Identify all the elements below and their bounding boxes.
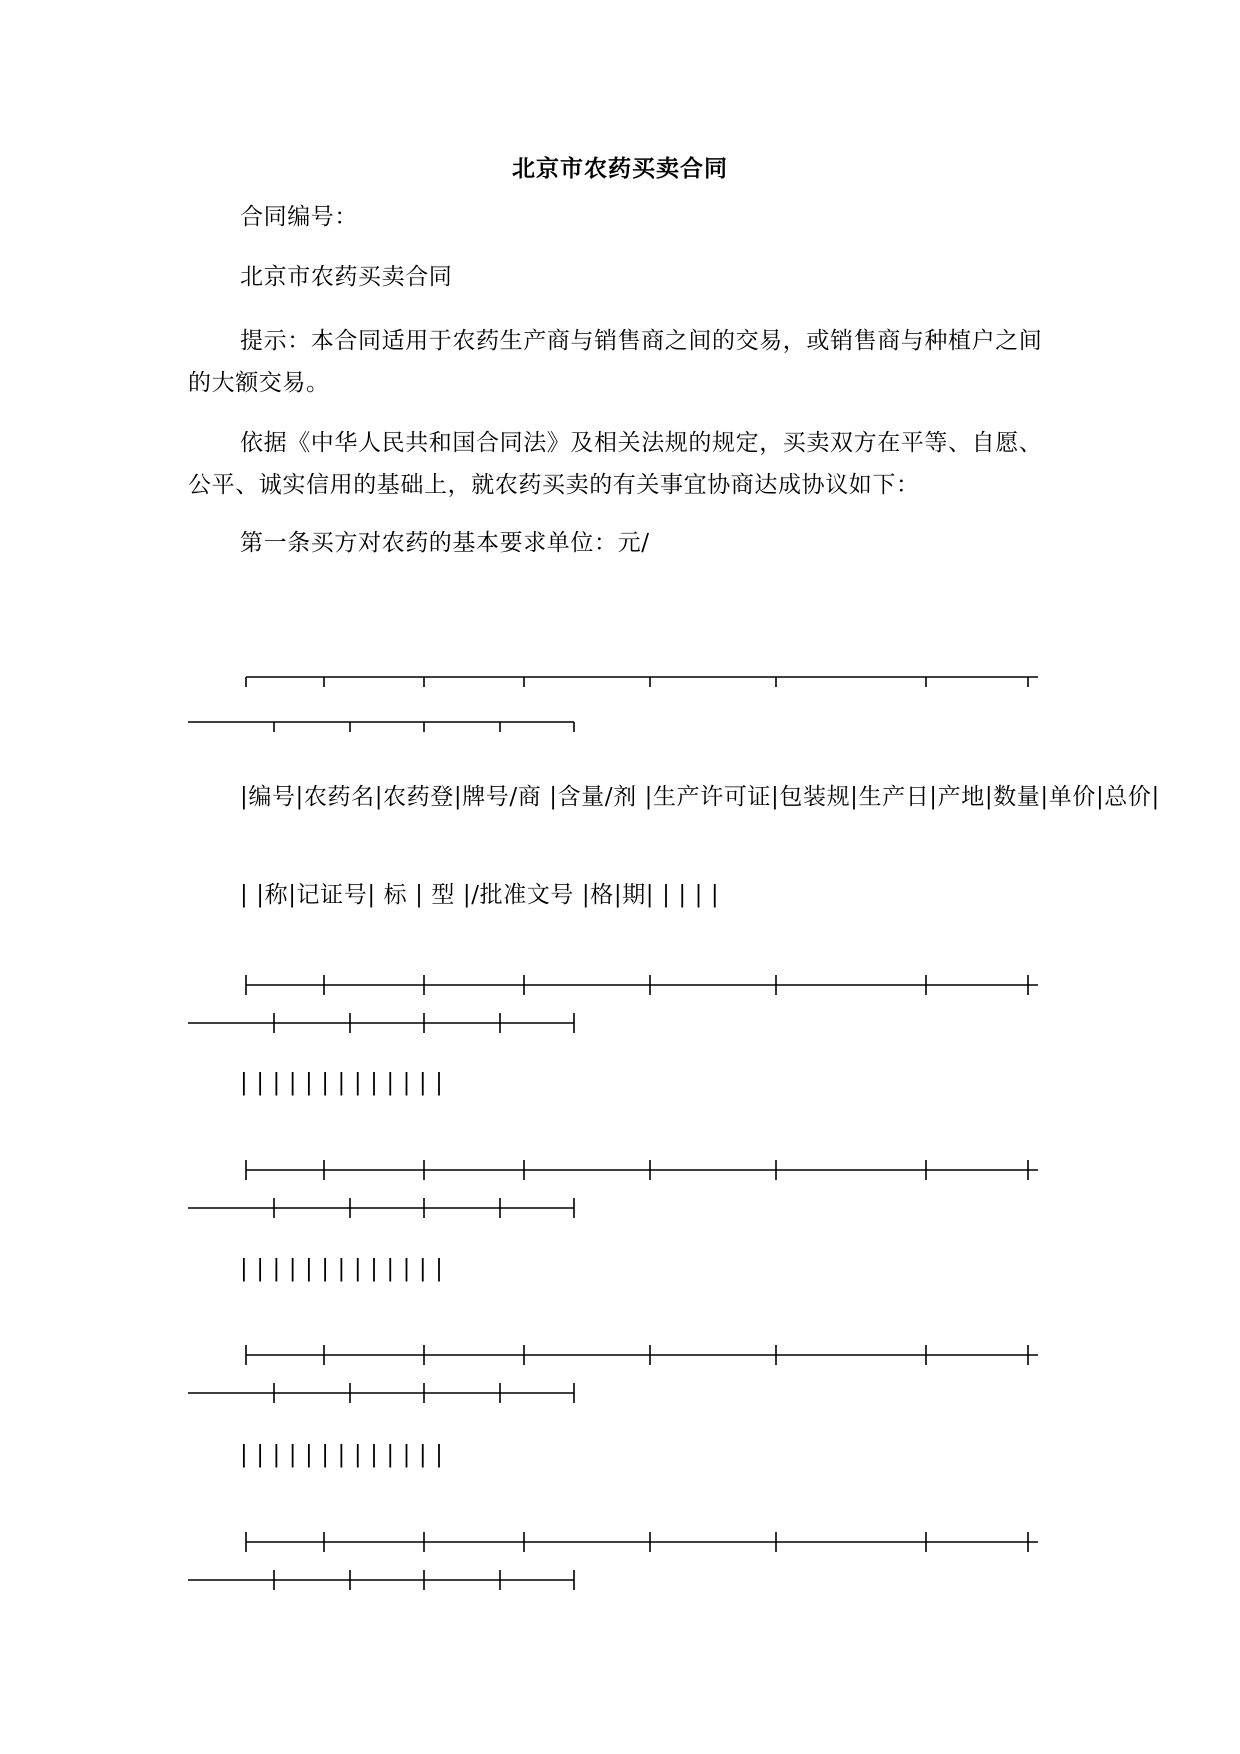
basis-paragraph: 依据《中华人民共和国合同法》及相关法规的规定，买卖双方在平等、自愿、公平、诚实信用的基础上，就农药买卖的有关事宜协商达成协议如下： <box>188 430 1043 498</box>
tip-paragraph: 提示：本合同适用于农药生产商与销售商之间的交易，或销售商与种植户之间的大额交易。 <box>188 328 1043 396</box>
table-separator <box>0 965 1240 1035</box>
table-separator <box>0 1522 1240 1592</box>
article-1-heading: 第一条买方对农药的基本要求单位：元/ <box>240 530 650 556</box>
table-row: | | | | | | | | | | | | | <box>240 1442 444 1468</box>
document-title: 北京市农药买卖合同 <box>512 155 728 182</box>
table-header-row-1: |编号|农药名|农药登|牌号/商 |含量/剂 |生产许可证|包装规|生产日|产地|数量|单价|总价| <box>240 784 1160 810</box>
table-row: | | | | | | | | | | | | | <box>240 1070 444 1096</box>
table-row: | | | | | | | | | | | | | <box>240 1256 444 1282</box>
table-separator <box>0 1335 1240 1405</box>
table-header-row-2: | |称|记证号| 标 | 型 |/批准文号 |格|期| | | | | <box>240 882 720 908</box>
table-top-border <box>0 670 1240 740</box>
table-separator <box>0 1150 1240 1220</box>
document-subtitle: 北京市农药买卖合同 <box>240 264 453 290</box>
contract-number-label: 合同编号： <box>240 204 358 230</box>
